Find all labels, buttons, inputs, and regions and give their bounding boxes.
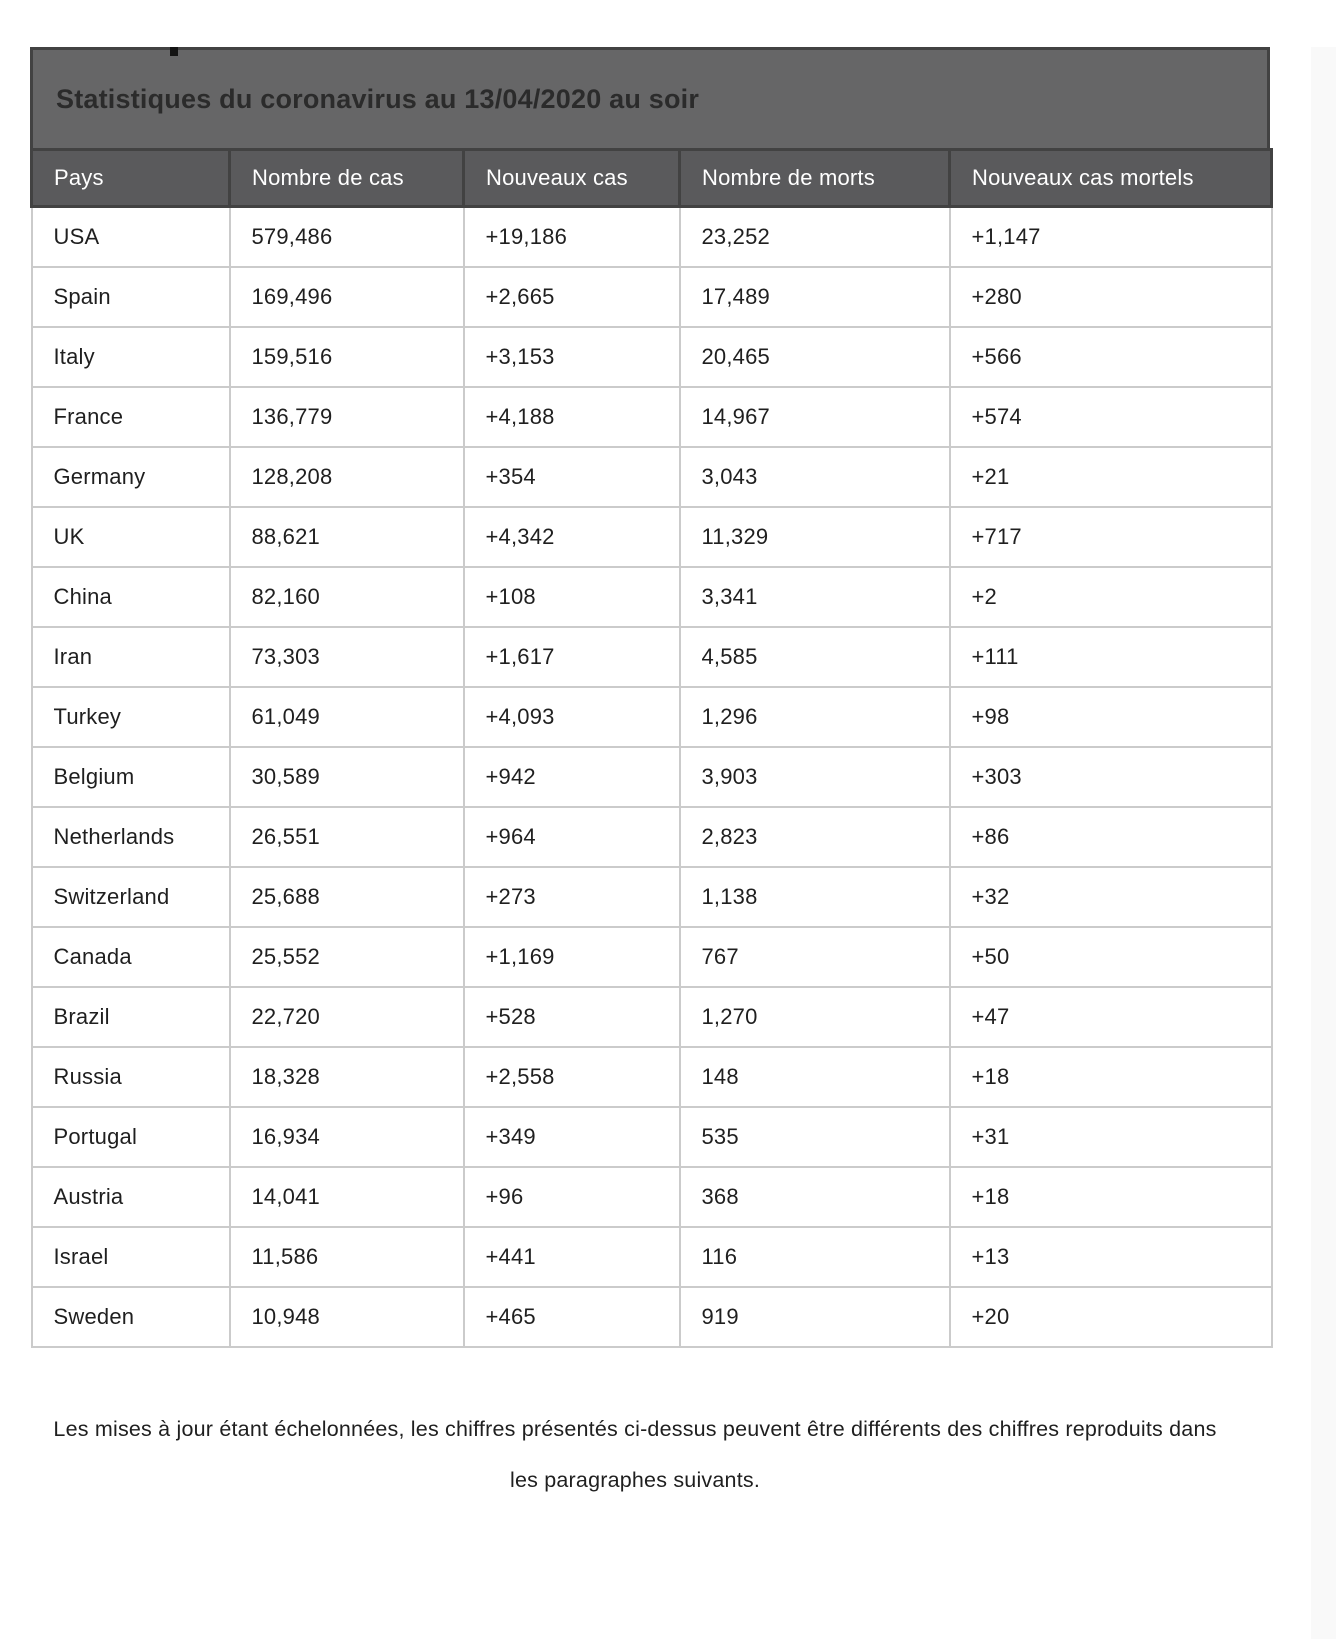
cell-nouveaux-cas-mortels: +574 <box>950 387 1272 447</box>
cell-nombre-de-cas: 30,589 <box>230 747 464 807</box>
cell-pays: Belgium <box>32 747 230 807</box>
cell-nombre-de-cas: 61,049 <box>230 687 464 747</box>
cell-nombre-de-cas: 25,552 <box>230 927 464 987</box>
cell-nombre-de-cas: 169,496 <box>230 267 464 327</box>
cell-nombre-de-cas: 25,688 <box>230 867 464 927</box>
cell-pays: USA <box>32 207 230 267</box>
table-row <box>32 507 1272 567</box>
cell-nombre-de-morts: 919 <box>680 1287 950 1347</box>
cell-pays: Turkey <box>32 687 230 747</box>
table-row <box>32 1167 1272 1227</box>
cell-pays: France <box>32 387 230 447</box>
cell-nombre-de-cas: 579,486 <box>230 207 464 267</box>
table-row <box>32 987 1272 1047</box>
cell-nouveaux-cas-mortels: +18 <box>950 1167 1272 1227</box>
cell-nouveaux-cas-mortels: +1,147 <box>950 207 1272 267</box>
cell-nouveaux-cas: +441 <box>464 1227 680 1287</box>
cropped-heading-fragment <box>170 47 178 56</box>
cell-nouveaux-cas: +2,665 <box>464 267 680 327</box>
table-row <box>32 927 1272 987</box>
cell-nouveaux-cas-mortels: +280 <box>950 267 1272 327</box>
table-title: Statistiques du coronavirus au 13/04/2020 au soir <box>30 47 1270 148</box>
cell-nombre-de-morts: 1,138 <box>680 867 950 927</box>
cell-nouveaux-cas: +942 <box>464 747 680 807</box>
table-row <box>32 807 1272 867</box>
table-row <box>32 447 1272 507</box>
cell-nombre-de-morts: 3,903 <box>680 747 950 807</box>
cell-nombre-de-morts: 1,270 <box>680 987 950 1047</box>
cell-pays: Switzerland <box>32 867 230 927</box>
column-header-nombre-de-cas: Nombre de cas <box>230 150 464 207</box>
cell-nouveaux-cas-mortels: +32 <box>950 867 1272 927</box>
cell-nouveaux-cas-mortels: +111 <box>950 627 1272 687</box>
table-row <box>32 687 1272 747</box>
cell-pays: Portugal <box>32 1107 230 1167</box>
table-row <box>32 747 1272 807</box>
cell-pays: Sweden <box>32 1287 230 1347</box>
cell-nombre-de-morts: 535 <box>680 1107 950 1167</box>
cell-nombre-de-morts: 4,585 <box>680 627 950 687</box>
cell-nouveaux-cas-mortels: +566 <box>950 327 1272 387</box>
cell-nouveaux-cas-mortels: +18 <box>950 1047 1272 1107</box>
cell-nombre-de-morts: 23,252 <box>680 207 950 267</box>
cell-nouveaux-cas: +4,093 <box>464 687 680 747</box>
stats-table <box>30 148 1273 1348</box>
cell-nombre-de-cas: 159,516 <box>230 327 464 387</box>
cell-nouveaux-cas-mortels: +98 <box>950 687 1272 747</box>
cell-nombre-de-cas: 26,551 <box>230 807 464 867</box>
table-row <box>32 867 1272 927</box>
cell-nombre-de-morts: 2,823 <box>680 807 950 867</box>
cell-nombre-de-morts: 148 <box>680 1047 950 1107</box>
cell-pays: Italy <box>32 327 230 387</box>
cell-nouveaux-cas-mortels: +50 <box>950 927 1272 987</box>
table-row <box>32 207 1272 267</box>
cell-nombre-de-cas: 22,720 <box>230 987 464 1047</box>
cell-nouveaux-cas: +465 <box>464 1287 680 1347</box>
table-row <box>32 627 1272 687</box>
cell-pays: Iran <box>32 627 230 687</box>
cell-nouveaux-cas-mortels: +86 <box>950 807 1272 867</box>
cell-nouveaux-cas: +108 <box>464 567 680 627</box>
cell-pays: Germany <box>32 447 230 507</box>
table-row <box>32 567 1272 627</box>
cell-nouveaux-cas: +4,188 <box>464 387 680 447</box>
table-row <box>32 1107 1272 1167</box>
cell-nouveaux-cas-mortels: +20 <box>950 1287 1272 1347</box>
cell-nouveaux-cas: +1,169 <box>464 927 680 987</box>
table-row <box>32 1047 1272 1107</box>
cell-nombre-de-morts: 368 <box>680 1167 950 1227</box>
cell-nouveaux-cas-mortels: +21 <box>950 447 1272 507</box>
cell-nombre-de-morts: 767 <box>680 927 950 987</box>
cell-nombre-de-cas: 16,934 <box>230 1107 464 1167</box>
table-row <box>32 327 1272 387</box>
cell-nouveaux-cas: +2,558 <box>464 1047 680 1107</box>
cell-nouveaux-cas: +4,342 <box>464 507 680 567</box>
cell-nouveaux-cas: +1,617 <box>464 627 680 687</box>
column-header-nombre-de-morts: Nombre de morts <box>680 150 950 207</box>
cell-nombre-de-morts: 17,489 <box>680 267 950 327</box>
cell-nouveaux-cas: +528 <box>464 987 680 1047</box>
cell-nouveaux-cas: +19,186 <box>464 207 680 267</box>
stats-table-body <box>32 207 1272 1347</box>
cell-pays: Spain <box>32 267 230 327</box>
cell-nombre-de-cas: 14,041 <box>230 1167 464 1227</box>
table-row <box>32 387 1272 447</box>
cell-nouveaux-cas-mortels: +31 <box>950 1107 1272 1167</box>
table-header-row <box>32 150 1272 207</box>
cell-nombre-de-cas: 18,328 <box>230 1047 464 1107</box>
cell-nouveaux-cas: +349 <box>464 1107 680 1167</box>
footnote-text: Les mises à jour étant échelonnées, les chiffres présentés ci-dessus peuvent être différents des chiffres reproduits dans les paragraphes suivants. <box>53 1416 1217 1492</box>
cell-nombre-de-cas: 88,621 <box>230 507 464 567</box>
cell-pays: UK <box>32 507 230 567</box>
table-row <box>32 1287 1272 1347</box>
cell-nombre-de-cas: 11,586 <box>230 1227 464 1287</box>
cell-nouveaux-cas: +273 <box>464 867 680 927</box>
cell-pays: China <box>32 567 230 627</box>
cell-nouveaux-cas-mortels: +2 <box>950 567 1272 627</box>
table-row <box>32 1227 1272 1287</box>
cell-nombre-de-morts: 3,043 <box>680 447 950 507</box>
footnote <box>0 1404 1270 1506</box>
column-header-pays: Pays <box>32 150 230 207</box>
cell-nouveaux-cas: +354 <box>464 447 680 507</box>
cell-nombre-de-morts: 1,296 <box>680 687 950 747</box>
cell-nouveaux-cas-mortels: +47 <box>950 987 1272 1047</box>
cell-pays: Israel <box>32 1227 230 1287</box>
cell-nouveaux-cas: +96 <box>464 1167 680 1227</box>
cell-pays: Austria <box>32 1167 230 1227</box>
cell-nouveaux-cas-mortels: +717 <box>950 507 1272 567</box>
cell-nombre-de-morts: 20,465 <box>680 327 950 387</box>
coronavirus-stats-table <box>30 47 1270 1348</box>
cell-nombre-de-cas: 10,948 <box>230 1287 464 1347</box>
cell-nombre-de-morts: 11,329 <box>680 507 950 567</box>
cell-nombre-de-morts: 116 <box>680 1227 950 1287</box>
cell-nouveaux-cas-mortels: +303 <box>950 747 1272 807</box>
cell-nombre-de-morts: 3,341 <box>680 567 950 627</box>
cell-nouveaux-cas-mortels: +13 <box>950 1227 1272 1287</box>
cell-nombre-de-morts: 14,967 <box>680 387 950 447</box>
cell-nouveaux-cas: +3,153 <box>464 327 680 387</box>
table-row <box>32 267 1272 327</box>
column-header-nouveaux-cas-mortels: Nouveaux cas mortels <box>950 150 1272 207</box>
cell-nombre-de-cas: 136,779 <box>230 387 464 447</box>
cell-pays: Netherlands <box>32 807 230 867</box>
cell-nombre-de-cas: 82,160 <box>230 567 464 627</box>
column-header-nouveaux-cas: Nouveaux cas <box>464 150 680 207</box>
cell-pays: Russia <box>32 1047 230 1107</box>
cell-nombre-de-cas: 128,208 <box>230 447 464 507</box>
cell-nombre-de-cas: 73,303 <box>230 627 464 687</box>
page-edge-strip <box>1311 47 1336 1639</box>
cell-pays: Brazil <box>32 987 230 1047</box>
cell-nouveaux-cas: +964 <box>464 807 680 867</box>
cell-pays: Canada <box>32 927 230 987</box>
